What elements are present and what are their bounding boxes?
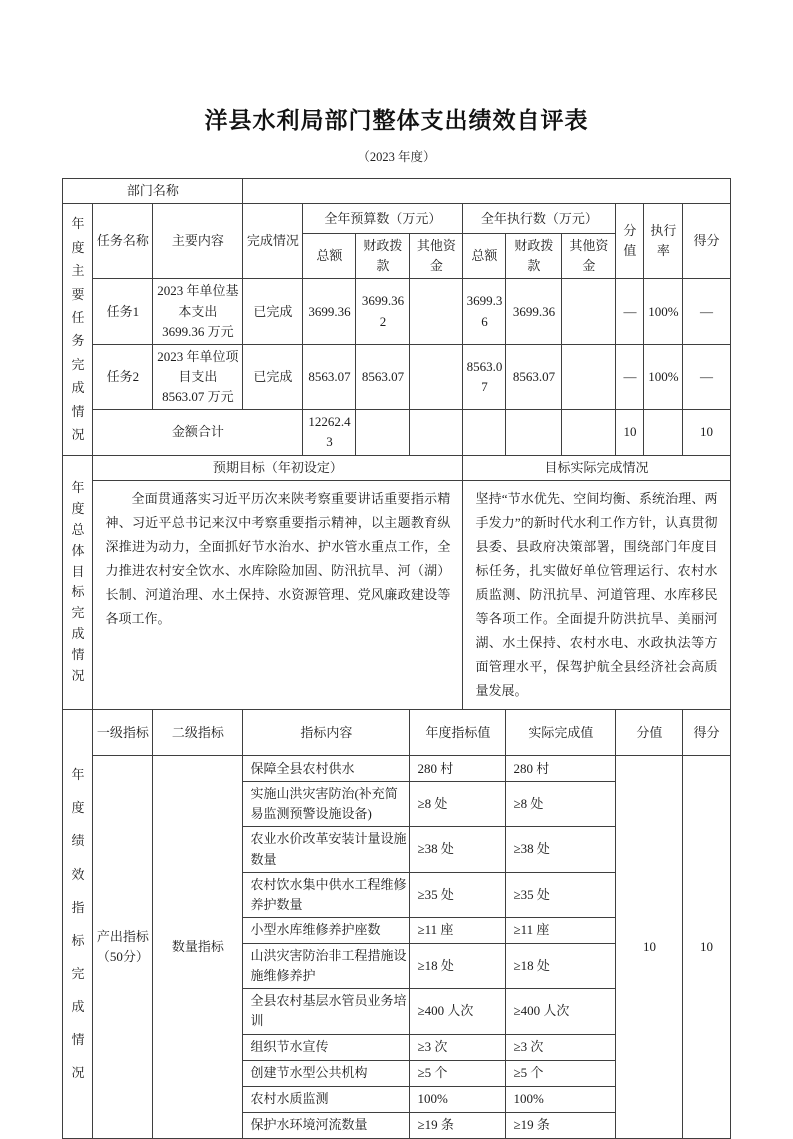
dept-name-label: 部门名称 — [63, 179, 243, 204]
total-exec-fiscal — [506, 410, 562, 455]
task-content: 2023 年单位基本支出 3699.36 万元 — [153, 279, 243, 344]
col-header-level2: 二级指标 — [153, 710, 243, 756]
col-header-target-value: 年度指标值 — [410, 710, 506, 756]
task-content: 2023 年单位项目支出 8563.07 万元 — [153, 344, 243, 409]
task-score-value: — — [616, 344, 644, 409]
indicator-target: ≥3 次 — [410, 1034, 506, 1060]
task-budget-total: 8563.07 — [303, 344, 356, 409]
col-header-exec-rate: 执行率 — [644, 204, 683, 279]
indicator-target: ≥18 处 — [410, 943, 506, 988]
indicator-target: 100% — [410, 1086, 506, 1112]
goals-text-row — [63, 480, 730, 709]
col-header-main-content: 主要内容 — [153, 204, 243, 279]
actual-goal-text: 坚持“节水优先、空间均衡、系统治理、两手发力”的新时代水利工作方针，认真贯彻县委、县政府决策部署，围绕部门年度目标任务，扎实做好单位管理运行、农村水质监测、防汛抗旱、河道管理、水库移民等各项工作。全面提升防洪抗旱、美丽河湖、水土保持、农村水电、水政执法等方面管理水平，保驾护航全县经济社会高质量发展。 — [475, 490, 718, 699]
indicator-target: ≥38 处 — [410, 827, 506, 872]
indicator-actual: ≥19 条 — [506, 1112, 616, 1138]
indicator-actual: 100% — [506, 1086, 616, 1112]
task-exec-total: 8563.07 — [463, 344, 506, 409]
page-title: 洋县水利局部门整体支出绩效自评表 — [204, 107, 589, 133]
total-budget-other — [410, 410, 463, 455]
indicator-target: ≥5 个 — [410, 1060, 506, 1086]
indicators-score-value-cell: 10 — [616, 756, 683, 1138]
col-header-task-name: 任务名称 — [93, 204, 153, 279]
task-row-1 — [63, 279, 730, 344]
task-exec-other — [562, 344, 616, 409]
col-header-score: 得分 — [683, 204, 730, 279]
indicator-content: 农业水价改革安装计量设施数量 — [243, 827, 410, 872]
level1-indicator-cell: 产出指标（50分） — [93, 756, 153, 1138]
indicator-actual: ≥8 处 — [506, 782, 616, 827]
level2-indicator-cell: 数量指标 — [153, 756, 243, 1138]
col-header-budget-fiscal: 财政拨款 — [356, 234, 410, 279]
indicator-content: 小型水库维修养护座数 — [243, 917, 410, 943]
indicator-content: 农村水质监测 — [243, 1086, 410, 1112]
total-budget-total: 12262.43 — [303, 410, 356, 455]
indicator-actual: ≥18 处 — [506, 943, 616, 988]
page-subtitle: （2023 年度） — [357, 150, 436, 164]
indicator-content: 保障全县农村供水 — [243, 756, 410, 782]
task-score-value: — — [616, 279, 644, 344]
total-budget-fiscal — [356, 410, 410, 455]
indicator-actual: 280 村 — [506, 756, 616, 782]
total-score-value: 10 — [616, 410, 644, 455]
dept-row — [63, 179, 730, 204]
actual-goal-header: 目标实际完成情况 — [463, 455, 730, 480]
col-header-exec-other: 其他资金 — [562, 234, 616, 279]
indicator-actual: ≥38 处 — [506, 827, 616, 872]
col-header-exec-total: 总额 — [463, 234, 506, 279]
tasks-header-row-1 — [63, 204, 730, 234]
amount-total-row — [63, 410, 730, 455]
task-status: 已完成 — [243, 344, 303, 409]
indicator-target: 280 村 — [410, 756, 506, 782]
task-exec-fiscal: 8563.07 — [506, 344, 562, 409]
col-header-budget-total: 总额 — [303, 234, 356, 279]
indicators-header-row — [63, 710, 730, 756]
indicator-actual: ≥11 座 — [506, 917, 616, 943]
col-group-execution: 全年执行数（万元） — [463, 204, 616, 234]
indicator-row — [63, 756, 730, 782]
self-evaluation-table — [62, 178, 730, 1139]
task-row-2 — [63, 344, 730, 409]
col-header-ind-score-value: 分值 — [616, 710, 683, 756]
col-header-ind-score: 得分 — [683, 710, 730, 756]
task-name: 任务1 — [93, 279, 153, 344]
indicator-content: 实施山洪灾害防治(补充简易监测预警设施设备) — [243, 782, 410, 827]
total-exec-other — [562, 410, 616, 455]
task-budget-other — [410, 279, 463, 344]
indicator-content: 保护水环境河流数量 — [243, 1112, 410, 1138]
task-budget-fiscal: 3699.362 — [356, 279, 410, 344]
col-header-budget-other: 其他资金 — [410, 234, 463, 279]
dept-name-value — [243, 179, 730, 204]
col-header-score-value: 分值 — [616, 204, 644, 279]
indicators-score-cell: 10 — [683, 756, 730, 1138]
col-header-exec-fiscal: 财政拨款 — [506, 234, 562, 279]
task-budget-fiscal: 8563.07 — [356, 344, 410, 409]
indicators-section-side-label: 年度绩效指标完成情况 — [63, 710, 93, 1138]
task-exec-rate: 100% — [644, 344, 683, 409]
indicator-target: ≥35 处 — [410, 872, 506, 917]
indicator-actual: ≥400 人次 — [506, 989, 616, 1034]
task-status: 已完成 — [243, 279, 303, 344]
indicator-target: ≥400 人次 — [410, 989, 506, 1034]
goals-header-row — [63, 455, 730, 480]
total-score: 10 — [683, 410, 730, 455]
task-budget-total: 3699.36 — [303, 279, 356, 344]
indicator-content: 全县农村基层水管员业务培训 — [243, 989, 410, 1034]
task-exec-rate: 100% — [644, 279, 683, 344]
indicator-content: 农村饮水集中供水工程维修养护数量 — [243, 872, 410, 917]
task-score: — — [683, 279, 730, 344]
indicator-content: 组织节水宣传 — [243, 1034, 410, 1060]
task-exec-fiscal: 3699.36 — [506, 279, 562, 344]
task-budget-other — [410, 344, 463, 409]
expected-goal-cell — [93, 480, 463, 709]
task-exec-other — [562, 279, 616, 344]
actual-goal-cell — [463, 480, 730, 709]
col-header-actual-value: 实际完成值 — [506, 710, 616, 756]
total-exec-total — [463, 410, 506, 455]
task-name: 任务2 — [93, 344, 153, 409]
indicator-actual: ≥35 处 — [506, 872, 616, 917]
col-header-status: 完成情况 — [243, 204, 303, 279]
col-group-budget: 全年预算数（万元） — [303, 204, 463, 234]
indicator-target: ≥19 条 — [410, 1112, 506, 1138]
total-exec-rate — [644, 410, 683, 455]
goals-section-side-label: 年度总体目标完成情况 — [63, 455, 93, 710]
indicator-content: 创建节水型公共机构 — [243, 1060, 410, 1086]
tasks-section-side-label: 年度主要任务完成情况 — [63, 204, 93, 455]
col-header-level1: 一级指标 — [93, 710, 153, 756]
amount-total-label: 金额合计 — [93, 410, 303, 455]
expected-goal-header: 预期目标（年初设定） — [93, 455, 463, 480]
indicator-actual: ≥5 个 — [506, 1060, 616, 1086]
indicator-target: ≥8 处 — [410, 782, 506, 827]
expected-goal-text: 全面贯通落实习近平历次来陕考察重要讲话重要指示精神、习近平总书记来汉中考察重要指示精神，以主题教育纵深推进为动力，全面抓好节水治水、护水管水重点工作，全力推进农村安全饮水、水库除险加固、防汛抗旱、河（湖）长制、河道治理、水土保持、水资源管理、党风廉政建设等各项工作。 — [105, 490, 451, 626]
task-score: — — [683, 344, 730, 409]
indicator-actual: ≥3 次 — [506, 1034, 616, 1060]
indicator-content: 山洪灾害防治非工程措施设施维修养护 — [243, 943, 410, 988]
indicator-target: ≥11 座 — [410, 917, 506, 943]
col-header-indicator-content: 指标内容 — [243, 710, 410, 756]
task-exec-total: 3699.36 — [463, 279, 506, 344]
